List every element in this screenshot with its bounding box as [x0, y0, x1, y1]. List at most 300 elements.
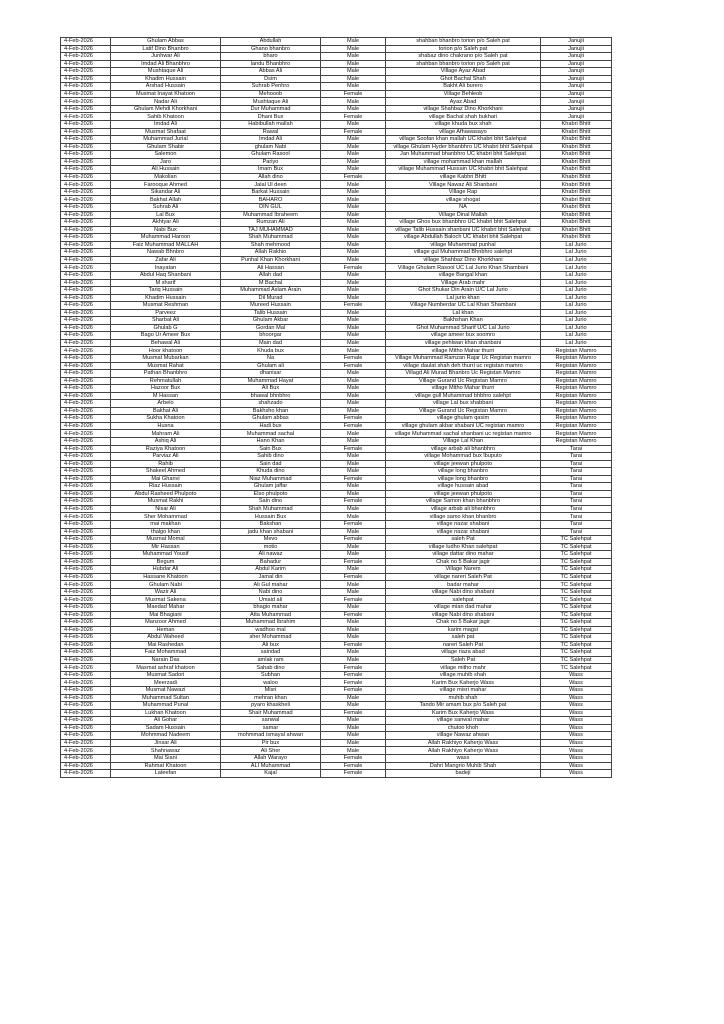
gender-cell: Male	[321, 702, 386, 710]
address-cell: village ameer bux soomro	[386, 332, 541, 340]
union-council-cell: Janujii	[541, 60, 612, 68]
address-cell: village Mitho Mahar thurri	[386, 385, 541, 393]
date-cell: 4-Feb-2026	[61, 226, 111, 234]
name-cell: Mai Ghanvi	[111, 475, 221, 483]
address-cell: Village Ghulam Rasool UC Lal Jurio Khan Shambani	[386, 264, 541, 272]
union-council-cell: TC Salehpat	[541, 558, 612, 566]
table-row	[61, 641, 612, 649]
gender-cell: Male	[321, 377, 386, 385]
date-cell: 4-Feb-2026	[61, 415, 111, 423]
union-council-cell: Khabri Bhitt	[541, 143, 612, 151]
address-cell: village ghulam qasim	[386, 415, 541, 423]
table-row	[61, 38, 612, 46]
gender-cell: Male	[321, 468, 386, 476]
guardian-name-cell: Dil Murad	[221, 294, 321, 302]
name-cell: Shahnawaz	[111, 747, 221, 755]
union-council-cell: TC Salehpat	[541, 573, 612, 581]
date-cell: 4-Feb-2026	[61, 430, 111, 438]
date-cell: 4-Feb-2026	[61, 136, 111, 144]
address-cell: village nazar shabani	[386, 528, 541, 536]
union-council-cell: Tarai	[541, 468, 612, 476]
guardian-name-cell: Gordan Mal	[221, 324, 321, 332]
address-cell: Villagd Ali Murad Bhanbro Uc Registan Mamro	[386, 370, 541, 378]
registration-sheet	[60, 37, 611, 778]
gender-cell: Male	[321, 271, 386, 279]
table-row	[61, 241, 612, 249]
table-row	[61, 694, 612, 702]
name-cell: Abdul Waheed	[111, 634, 221, 642]
gender-cell: Male	[321, 188, 386, 196]
gender-cell: Male	[321, 513, 386, 521]
guardian-name-cell: shahzado	[221, 400, 321, 408]
address-cell: Village Narem	[386, 566, 541, 574]
address-cell: village mian dad mahar	[386, 604, 541, 612]
address-cell: NA	[386, 204, 541, 212]
name-cell: Mohmmad Nadeem	[111, 732, 221, 740]
gender-cell: Male	[321, 45, 386, 53]
gender-cell: Male	[321, 309, 386, 317]
table-row	[61, 709, 612, 717]
address-cell: village long bhanbro	[386, 468, 541, 476]
guardian-name-cell: Ghano bhanbro	[221, 45, 321, 53]
table-row	[61, 724, 612, 732]
address-cell: saleh Pat	[386, 536, 541, 544]
guardian-name-cell: Dur Muhammad	[221, 105, 321, 113]
union-council-cell: Registan Mamro	[541, 400, 612, 408]
gender-cell: Female	[321, 611, 386, 619]
date-cell: 4-Feb-2026	[61, 558, 111, 566]
address-cell: village long bhanbro	[386, 475, 541, 483]
table-row	[61, 158, 612, 166]
address-cell: village pehlwan khan shanbani	[386, 339, 541, 347]
address-cell: village Ghulam Hyder bhanbhro UC khabri bhit Salehpat	[386, 143, 541, 151]
guardian-name-cell: bhoorgar	[221, 332, 321, 340]
union-council-cell: Tarai	[541, 490, 612, 498]
date-cell: 4-Feb-2026	[61, 392, 111, 400]
gender-cell: Male	[321, 566, 386, 574]
table-row	[61, 528, 612, 536]
guardian-name-cell: Punhal Khan Khorkhani	[221, 256, 321, 264]
table-row	[61, 415, 612, 423]
gender-cell: Male	[321, 604, 386, 612]
name-cell: Ghulam Mehdi Khorkhani	[111, 105, 221, 113]
address-cell: Chak no 5 Bakar jagir	[386, 558, 541, 566]
guardian-name-cell: Misri	[221, 687, 321, 695]
union-council-cell: Lal Jurio	[541, 294, 612, 302]
name-cell: Ali Hussain	[111, 166, 221, 174]
guardian-name-cell: Subhan	[221, 671, 321, 679]
address-cell: Village Behleob	[386, 90, 541, 98]
gender-cell: Female	[321, 536, 386, 544]
union-council-cell: Wass	[541, 687, 612, 695]
address-cell: Village Muhammad Ramzan Rajar Uc Registan mamro	[386, 354, 541, 362]
date-cell: 4-Feb-2026	[61, 362, 111, 370]
table-row	[61, 136, 612, 144]
guardian-name-cell: Hussain Bux	[221, 513, 321, 521]
union-council-cell: TC Salehpat	[541, 626, 612, 634]
guardian-name-cell: Muhammad Hayat	[221, 377, 321, 385]
date-cell: 4-Feb-2026	[61, 181, 111, 189]
date-cell: 4-Feb-2026	[61, 604, 111, 612]
guardian-name-cell: Umaid ali	[221, 596, 321, 604]
name-cell: Sukha Khatoon	[111, 415, 221, 423]
name-cell: Lukhan Khatoon	[111, 709, 221, 717]
table-row	[61, 226, 612, 234]
guardian-name-cell: Rawal	[221, 128, 321, 136]
address-cell: village samo khan bhanbro	[386, 513, 541, 521]
address-cell: village khuda bux shah	[386, 121, 541, 129]
guardian-name-cell: DIN GUL	[221, 204, 321, 212]
name-cell: Sharbat Ali	[111, 317, 221, 325]
name-cell: Ashiq Ali	[111, 437, 221, 445]
address-cell: village Muhammad punhal	[386, 241, 541, 249]
gender-cell: Male	[321, 739, 386, 747]
address-cell: Village Gurand Uc Registan Mamro	[386, 377, 541, 385]
union-council-cell: Khabri Bhitt	[541, 158, 612, 166]
address-cell: salehpat	[386, 596, 541, 604]
gender-cell: Male	[321, 626, 386, 634]
guardian-name-cell: Allah Rakhio	[221, 249, 321, 257]
date-cell: 4-Feb-2026	[61, 468, 111, 476]
gender-cell: Male	[321, 83, 386, 91]
guardian-name-cell: jadu khan shabani	[221, 528, 321, 536]
date-cell: 4-Feb-2026	[61, 581, 111, 589]
guardian-name-cell: BAHARO	[221, 196, 321, 204]
date-cell: 4-Feb-2026	[61, 121, 111, 129]
table-row	[61, 188, 612, 196]
gender-cell: Male	[321, 294, 386, 302]
date-cell: 4-Feb-2026	[61, 287, 111, 295]
table-row	[61, 588, 612, 596]
table-row	[61, 407, 612, 415]
union-council-cell: Lal Jurio	[541, 271, 612, 279]
union-council-cell: Wass	[541, 747, 612, 755]
date-cell: 4-Feb-2026	[61, 347, 111, 355]
date-cell: 4-Feb-2026	[61, 453, 111, 461]
guardian-name-cell: Mevo	[221, 536, 321, 544]
patient-register-table	[60, 37, 612, 778]
date-cell: 4-Feb-2026	[61, 747, 111, 755]
guardian-name-cell: pyaro khaskheli	[221, 702, 321, 710]
address-cell: Ayaz Abad	[386, 98, 541, 106]
address-cell: village hussain abad	[386, 483, 541, 491]
union-council-cell: TC Salehpat	[541, 664, 612, 672]
union-council-cell: Wass	[541, 724, 612, 732]
table-row	[61, 573, 612, 581]
table-row	[61, 53, 612, 61]
union-council-cell: Khabri Bhitt	[541, 166, 612, 174]
address-cell: village gull Muhammad bhbhro salehpt	[386, 392, 541, 400]
date-cell: 4-Feb-2026	[61, 528, 111, 536]
date-cell: 4-Feb-2026	[61, 475, 111, 483]
table-row	[61, 377, 612, 385]
guardian-name-cell: amlak ram	[221, 656, 321, 664]
guardian-name-cell: Muhammad Aslam Arain	[221, 287, 321, 295]
address-cell: village misri mahar	[386, 687, 541, 695]
union-council-cell: Khabri Bhitt	[541, 196, 612, 204]
guardian-name-cell: Pariyo	[221, 158, 321, 166]
name-cell: Ghulam Abbas	[111, 38, 221, 46]
address-cell: village shogat	[386, 196, 541, 204]
guardian-name-cell: Dhani Bux	[221, 113, 321, 121]
union-council-cell: Registan Mamro	[541, 354, 612, 362]
date-cell: 4-Feb-2026	[61, 302, 111, 310]
date-cell: 4-Feb-2026	[61, 445, 111, 453]
guardian-name-cell: samar	[221, 724, 321, 732]
address-cell: village Shahbaz Dino Khorkhani	[386, 105, 541, 113]
address-cell: chutoo khoh	[386, 724, 541, 732]
union-council-cell: Lal Jurio	[541, 309, 612, 317]
date-cell: 4-Feb-2026	[61, 656, 111, 664]
table-row	[61, 45, 612, 53]
union-council-cell: Wass	[541, 671, 612, 679]
name-cell: Suhrab Ali	[111, 204, 221, 212]
table-row	[61, 362, 612, 370]
address-cell: village muhib shah	[386, 671, 541, 679]
name-cell: Rehmatullah	[111, 377, 221, 385]
name-cell: Abdul Haq Shanbani	[111, 271, 221, 279]
date-cell: 4-Feb-2026	[61, 687, 111, 695]
guardian-name-cell: Shair Muhammad	[221, 709, 321, 717]
table-row	[61, 347, 612, 355]
guardian-name-cell: ghulam Nabi	[221, 143, 321, 151]
union-council-cell: Lal Jurio	[541, 302, 612, 310]
table-row	[61, 121, 612, 129]
gender-cell: Female	[321, 264, 386, 272]
name-cell: Masmat ashraf khatoon	[111, 664, 221, 672]
name-cell: Muhammad Punal	[111, 702, 221, 710]
table-row	[61, 687, 612, 695]
gender-cell: Male	[321, 60, 386, 68]
table-row	[61, 664, 612, 672]
name-cell: Raziya Khatoon	[111, 445, 221, 453]
table-row	[61, 181, 612, 189]
union-council-cell: Tarai	[541, 513, 612, 521]
table-row	[61, 437, 612, 445]
date-cell: 4-Feb-2026	[61, 422, 111, 430]
date-cell: 4-Feb-2026	[61, 490, 111, 498]
address-cell: village daulat shah deh thurri uc registan mamro	[386, 362, 541, 370]
table-row	[61, 747, 612, 755]
table-row	[61, 551, 612, 559]
date-cell: 4-Feb-2026	[61, 400, 111, 408]
address-cell: Dahri Mangrio Muhib Shah	[386, 762, 541, 770]
guardian-name-cell: Sahib dino	[221, 453, 321, 461]
name-cell: M sharif	[111, 279, 221, 287]
gender-cell: Male	[321, 196, 386, 204]
table-row	[61, 513, 612, 521]
union-council-cell: Lal Jurio	[541, 332, 612, 340]
name-cell: Nadar Ali	[111, 98, 221, 106]
gender-cell: Male	[321, 619, 386, 627]
table-row	[61, 392, 612, 400]
name-cell: Riaz Hussain	[111, 483, 221, 491]
address-cell: Village Arab mahr	[386, 279, 541, 287]
name-cell: Parveez	[111, 309, 221, 317]
gender-cell: Female	[321, 558, 386, 566]
gender-cell: Male	[321, 400, 386, 408]
address-cell: Ghot Bachal Shah	[386, 75, 541, 83]
name-cell: thalgo khan	[111, 528, 221, 536]
union-council-cell: Janujii	[541, 45, 612, 53]
gender-cell: Male	[321, 287, 386, 295]
union-council-cell: Lal Jurio	[541, 339, 612, 347]
guardian-name-cell: Sahab dino	[221, 664, 321, 672]
gender-cell: Male	[321, 460, 386, 468]
date-cell: 4-Feb-2026	[61, 551, 111, 559]
address-cell: village Nawaz ahwan	[386, 732, 541, 740]
table-row	[61, 317, 612, 325]
guardian-name-cell: TAJ MUHAMMAD	[221, 226, 321, 234]
union-council-cell: Wass	[541, 694, 612, 702]
name-cell: Inayatan	[111, 264, 221, 272]
union-council-cell: Registan Mamro	[541, 415, 612, 423]
table-row	[61, 219, 612, 227]
union-council-cell: Lal Jurio	[541, 324, 612, 332]
address-cell: badar mahar	[386, 581, 541, 589]
address-cell: village Shahbaz Dino Khorkhani	[386, 256, 541, 264]
table-row	[61, 596, 612, 604]
name-cell: Musmat Momal	[111, 536, 221, 544]
address-cell: village Bangal khan	[386, 271, 541, 279]
union-council-cell: TC Salehpat	[541, 581, 612, 589]
date-cell: 4-Feb-2026	[61, 505, 111, 513]
name-cell: Nabi Bux	[111, 226, 221, 234]
table-row	[61, 370, 612, 378]
table-row	[61, 649, 612, 657]
name-cell: Sher Mohammad	[111, 513, 221, 521]
name-cell: Mir Hassan	[111, 543, 221, 551]
date-cell: 4-Feb-2026	[61, 619, 111, 627]
gender-cell: Male	[321, 385, 386, 393]
address-cell: Village Gurand Uc Registan Mamro	[386, 407, 541, 415]
table-row	[61, 354, 612, 362]
guardian-name-cell: Barkat Hussain	[221, 188, 321, 196]
guardian-name-cell: saindad	[221, 649, 321, 657]
guardian-name-cell: Kajal	[221, 770, 321, 778]
gender-cell: Female	[321, 498, 386, 506]
gender-cell: Male	[321, 437, 386, 445]
address-cell: badeji	[386, 770, 541, 778]
gender-cell: Male	[321, 68, 386, 76]
union-council-cell: TC Salehpat	[541, 656, 612, 664]
name-cell: Faiz Mohammad	[111, 649, 221, 657]
union-council-cell: TC Salehpat	[541, 619, 612, 627]
union-council-cell: Khabri Bhitt	[541, 136, 612, 144]
union-council-cell: Tarai	[541, 453, 612, 461]
gender-cell: Male	[321, 581, 386, 589]
name-cell: Muhammad Sultan	[111, 694, 221, 702]
date-cell: 4-Feb-2026	[61, 143, 111, 151]
gender-cell: Male	[321, 347, 386, 355]
gender-cell: Female	[321, 354, 386, 362]
date-cell: 4-Feb-2026	[61, 332, 111, 340]
name-cell: Muhammad Yousif	[111, 551, 221, 559]
union-council-cell: TC Salehpat	[541, 536, 612, 544]
union-council-cell: Janujii	[541, 90, 612, 98]
gender-cell: Female	[321, 709, 386, 717]
union-council-cell: Tarai	[541, 475, 612, 483]
date-cell: 4-Feb-2026	[61, 754, 111, 762]
date-cell: 4-Feb-2026	[61, 762, 111, 770]
union-council-cell: Khabri Bhitt	[541, 234, 612, 242]
gender-cell: Female	[321, 641, 386, 649]
table-row	[61, 211, 612, 219]
union-council-cell: TC Salehpat	[541, 551, 612, 559]
address-cell: village Talib Hussain shanbani UC khabri bhit Salehpat	[386, 226, 541, 234]
union-council-cell: Khabri Bhitt	[541, 181, 612, 189]
table-row	[61, 445, 612, 453]
table-row	[61, 656, 612, 664]
date-cell: 4-Feb-2026	[61, 717, 111, 725]
date-cell: 4-Feb-2026	[61, 196, 111, 204]
address-cell: wass	[386, 754, 541, 762]
date-cell: 4-Feb-2026	[61, 128, 111, 136]
date-cell: 4-Feb-2026	[61, 460, 111, 468]
date-cell: 4-Feb-2026	[61, 317, 111, 325]
address-cell: karim magsi	[386, 626, 541, 634]
table-row	[61, 679, 612, 687]
gender-cell: Male	[321, 249, 386, 257]
table-row	[61, 151, 612, 159]
date-cell: 4-Feb-2026	[61, 671, 111, 679]
gender-cell: Male	[321, 370, 386, 378]
name-cell: Musmat Shafaat	[111, 128, 221, 136]
table-row	[61, 770, 612, 778]
gender-cell: Male	[321, 528, 386, 536]
table-row	[61, 475, 612, 483]
union-council-cell: Janujii	[541, 83, 612, 91]
guardian-name-cell: Shah Muhammad	[221, 505, 321, 513]
guardian-name-cell: waloo	[221, 679, 321, 687]
name-cell: Abdul Rasheed Phulpoto	[111, 490, 221, 498]
date-cell: 4-Feb-2026	[61, 354, 111, 362]
name-cell: Hassane Khatoon	[111, 573, 221, 581]
date-cell: 4-Feb-2026	[61, 158, 111, 166]
date-cell: 4-Feb-2026	[61, 596, 111, 604]
union-council-cell: Wass	[541, 717, 612, 725]
gender-cell: Male	[321, 588, 386, 596]
guardian-name-cell: Rumzan Ali	[221, 219, 321, 227]
address-cell: nareri Saleh Pat	[386, 641, 541, 649]
name-cell: Faiz Muhammad MALLAH	[111, 241, 221, 249]
date-cell: 4-Feb-2026	[61, 60, 111, 68]
gender-cell: Male	[321, 332, 386, 340]
table-row	[61, 385, 612, 393]
union-council-cell: TC Salehpat	[541, 588, 612, 596]
guardian-name-cell: Sain Bux	[221, 445, 321, 453]
address-cell: Allah Rakhiyo Kaherjo Wass	[386, 739, 541, 747]
table-row	[61, 196, 612, 204]
table-row	[61, 490, 612, 498]
union-council-cell: Lal Jurio	[541, 264, 612, 272]
address-cell: village mitho mahr	[386, 664, 541, 672]
gender-cell: Female	[321, 475, 386, 483]
table-row	[61, 256, 612, 264]
union-council-cell: Tarai	[541, 521, 612, 529]
name-cell: Hazoor Bux	[111, 385, 221, 393]
table-row	[61, 702, 612, 710]
guardian-name-cell: Ghulam ali	[221, 362, 321, 370]
date-cell: 4-Feb-2026	[61, 543, 111, 551]
union-council-cell: TC Salehpat	[541, 566, 612, 574]
guardian-name-cell: Ali bux	[221, 641, 321, 649]
table-row	[61, 302, 612, 310]
name-cell: Bakhat Allah	[111, 196, 221, 204]
guardian-name-cell: Ghulam jaffar	[221, 483, 321, 491]
name-cell: Pathan Bhanbhro	[111, 370, 221, 378]
guardian-name-cell: Elso phulpoto	[221, 490, 321, 498]
